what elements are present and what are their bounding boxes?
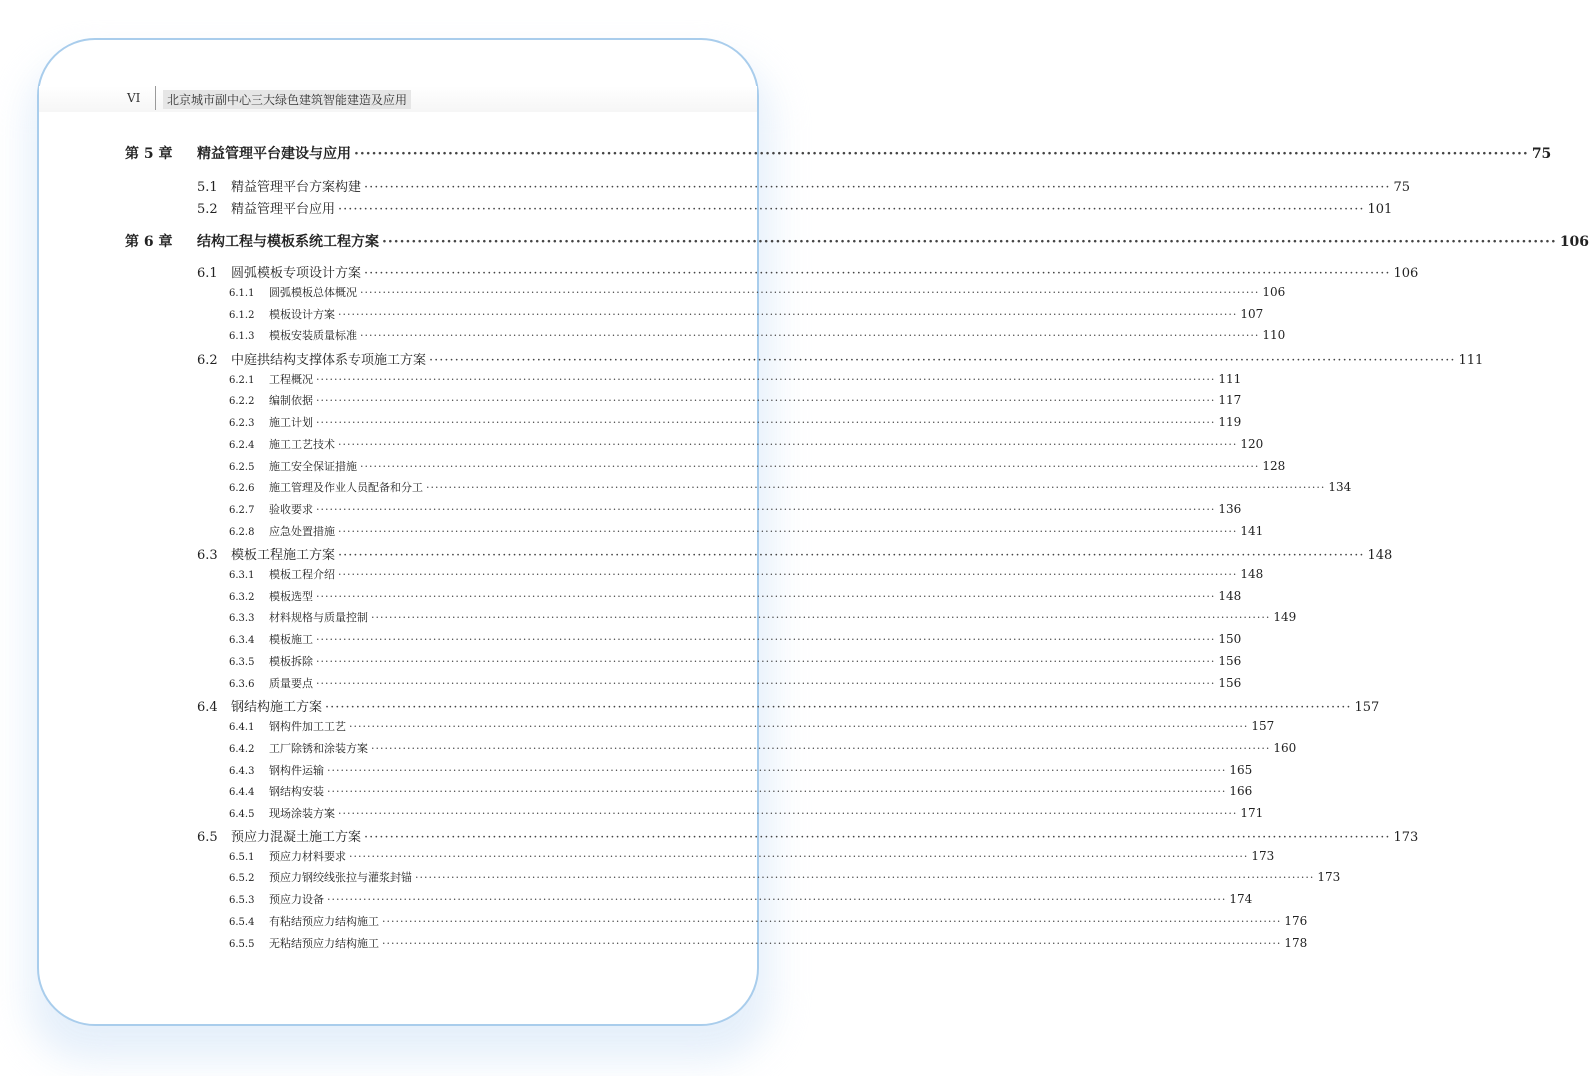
toc-number: 6.3.5 — [229, 657, 255, 668]
toc-page-number: 173 — [1251, 849, 1275, 863]
toc-subsection — [229, 848, 1275, 864]
toc-subsection — [229, 913, 1308, 929]
toc-page-number: 134 — [1328, 480, 1352, 494]
toc-title: 钢构件运输 — [269, 764, 324, 777]
toc-number: 6.2.6 — [229, 483, 255, 494]
toc-page-number: 173 — [1317, 870, 1341, 884]
toc-page-number: 106 — [1393, 266, 1419, 281]
dot-leader: ········································································································································································································ — [349, 850, 1249, 863]
toc-number: 6.3 — [197, 548, 218, 563]
toc-number: 6.1.1 — [229, 288, 255, 299]
toc-title: 质量要点 — [269, 677, 313, 690]
toc-page-number: 166 — [1229, 784, 1253, 798]
toc-number: 6.4.2 — [229, 744, 255, 755]
dot-leader: ········································································································································································································ — [371, 611, 1271, 624]
toc-section — [197, 696, 1380, 715]
toc-number: 6.5.4 — [229, 917, 255, 928]
toc-page-number: 165 — [1229, 763, 1253, 777]
toc-page-number: 120 — [1240, 437, 1264, 451]
dot-leader: ········································································································································································································ — [327, 764, 1227, 777]
toc-subsection — [229, 284, 1286, 300]
toc-number: 6.5.3 — [229, 895, 255, 906]
dot-leader: ········································································································································································································ — [338, 548, 1365, 563]
toc-page-number: 148 — [1218, 589, 1242, 603]
toc-chapter — [125, 231, 1589, 251]
dot-leader: ········································································································································································································ — [364, 266, 1391, 281]
toc-page-number: 106 — [1262, 285, 1286, 299]
toc-number: 6.1.2 — [229, 310, 255, 321]
toc-title: 中庭拱结构支撑体系专项施工方案 — [231, 353, 427, 368]
toc-title: 精益管理平台建设与应用 — [197, 146, 351, 162]
toc-title: 施工安全保证措施 — [269, 460, 357, 473]
toc-subsection — [229, 523, 1264, 539]
toc-subsection — [229, 762, 1253, 778]
toc-number: 5.1 — [197, 180, 218, 195]
toc-number: 6.1 — [197, 266, 218, 281]
dot-leader: ········································································································································································································ — [338, 525, 1238, 538]
toc-subsection — [229, 805, 1264, 821]
dot-leader: ········································································································································································································ — [325, 700, 1352, 715]
toc-number: 6.3.1 — [229, 570, 255, 581]
toc-page-number: 148 — [1367, 548, 1393, 563]
toc-page-number: 178 — [1284, 936, 1308, 950]
dot-leader: ········································································································································································································ — [316, 373, 1216, 386]
toc-page-number: 157 — [1354, 700, 1380, 715]
toc-number: 6.2 — [197, 353, 218, 368]
toc-title: 预应力混凝土施工方案 — [231, 830, 362, 845]
toc-number: 6.4.3 — [229, 766, 255, 777]
toc-number: 第 5 章 — [125, 146, 173, 162]
toc-title: 施工管理及作业人员配备和分工 — [269, 481, 423, 494]
toc-number: 6.2.5 — [229, 462, 255, 473]
toc-number: 6.3.2 — [229, 592, 255, 603]
toc-title: 施工计划 — [269, 416, 313, 429]
dot-leader: ········································································································································································································ — [316, 633, 1216, 646]
toc-subsection — [229, 675, 1242, 691]
toc-subsection — [229, 935, 1308, 951]
book-title: 北京城市副中心三大绿色建筑智能建造及应用 — [163, 90, 411, 109]
toc-title: 预应力设备 — [269, 893, 324, 906]
dot-leader: ········································································································································································································ — [360, 286, 1260, 299]
toc-page-number: 176 — [1284, 914, 1308, 928]
toc-chapter — [125, 143, 1552, 163]
toc-page-number: 149 — [1273, 610, 1297, 624]
toc-title: 预应力材料要求 — [269, 850, 346, 863]
toc-subsection — [229, 566, 1264, 582]
toc-number: 6.3.3 — [229, 613, 255, 624]
toc-subsection — [229, 869, 1341, 885]
dot-leader: ········································································································································································································ — [349, 720, 1249, 733]
toc-number: 6.4.1 — [229, 722, 255, 733]
dot-leader: ········································································································································································································ — [382, 915, 1282, 928]
toc-title: 模板工程施工方案 — [231, 548, 336, 563]
page-number: VI — [127, 91, 141, 105]
toc-page-number: 141 — [1240, 524, 1264, 538]
toc-page-number: 157 — [1251, 719, 1275, 733]
toc-number: 6.5.1 — [229, 852, 255, 863]
toc-title: 模板工程介绍 — [269, 568, 335, 581]
toc-page-number: 111 — [1458, 353, 1484, 368]
dot-leader: ········································································································································································································ — [364, 830, 1391, 845]
toc-subsection — [229, 783, 1253, 799]
toc-subsection — [229, 891, 1253, 907]
toc-subsection — [229, 392, 1242, 408]
toc-page-number: 171 — [1240, 806, 1264, 820]
toc-page-number: 110 — [1262, 328, 1286, 342]
toc-page-number: 111 — [1218, 372, 1242, 386]
toc-subsection — [229, 371, 1242, 387]
toc-number: 6.2.8 — [229, 527, 255, 538]
toc-page-number: 117 — [1218, 393, 1242, 407]
dot-leader: ········································································································································································································ — [364, 180, 1391, 195]
toc-title: 圆弧模板专项设计方案 — [231, 266, 362, 281]
toc-subsection — [229, 653, 1242, 669]
toc-number: 5.2 — [197, 202, 218, 217]
toc-section — [197, 262, 1419, 281]
toc-page-number: 150 — [1218, 632, 1242, 646]
dot-leader: ········································································································································································································ — [426, 481, 1326, 494]
dot-leader: ········································································································································································································ — [429, 353, 1456, 368]
toc-title: 圆弧模板总体概况 — [269, 286, 357, 299]
toc-number: 6.2.1 — [229, 375, 255, 386]
toc-title: 模板设计方案 — [269, 308, 335, 321]
toc-subsection — [229, 740, 1297, 756]
dot-leader: ········································································································································································································ — [316, 677, 1216, 690]
toc-number: 6.3.4 — [229, 635, 255, 646]
toc-subsection — [229, 479, 1352, 495]
dot-leader: ········································································································································································································ — [360, 329, 1260, 342]
toc-number: 6.2.3 — [229, 418, 255, 429]
dot-leader: ········································································································································································································ — [338, 438, 1238, 451]
toc-title: 钢构件加工工艺 — [269, 720, 346, 733]
toc-subsection — [229, 631, 1242, 647]
toc-number: 6.1.3 — [229, 331, 255, 342]
toc-subsection — [229, 306, 1264, 322]
dot-leader: ········································································································································································································ — [382, 937, 1282, 950]
toc-number: 6.2.4 — [229, 440, 255, 451]
dot-leader: ········································································································································································································ — [382, 234, 1557, 250]
toc-number: 6.4 — [197, 700, 218, 715]
dot-leader: ········································································································································································································ — [338, 807, 1238, 820]
toc-page-number: 148 — [1240, 567, 1264, 581]
dot-leader: ········································································································································································································ — [354, 146, 1529, 162]
toc-number: 6.2.7 — [229, 505, 255, 516]
toc-page-number: 75 — [1531, 146, 1552, 162]
dot-leader: ········································································································································································································ — [316, 655, 1216, 668]
header-divider — [155, 86, 156, 110]
dot-leader: ········································································································································································································ — [316, 416, 1216, 429]
toc-subsection — [229, 436, 1264, 452]
toc-page-number: 75 — [1393, 180, 1411, 195]
toc-title: 材料规格与质量控制 — [269, 611, 368, 624]
toc-title: 施工工艺技术 — [269, 438, 335, 451]
toc-title: 模板施工 — [269, 633, 313, 646]
toc-title: 模板选型 — [269, 590, 313, 603]
toc-title: 钢结构安装 — [269, 785, 324, 798]
dot-leader: ········································································································································································································ — [338, 568, 1238, 581]
toc-title: 模板安装质量标准 — [269, 329, 357, 342]
toc-number: 6.4.4 — [229, 787, 255, 798]
toc-section — [197, 198, 1393, 217]
toc-number: 6.5 — [197, 830, 218, 845]
toc-section — [197, 176, 1411, 195]
toc-title: 结构工程与模板系统工程方案 — [197, 234, 379, 250]
toc-title: 应急处置措施 — [269, 525, 335, 538]
running-header — [39, 86, 757, 112]
dot-leader: ········································································································································································································ — [316, 590, 1216, 603]
toc-page-number: 119 — [1218, 415, 1242, 429]
toc-page-number: 156 — [1218, 654, 1242, 668]
toc-title: 工厂除锈和涂装方案 — [269, 742, 368, 755]
toc-subsection — [229, 414, 1242, 430]
dot-leader: ········································································································································································································ — [327, 785, 1227, 798]
dot-leader: ········································································································································································································ — [316, 394, 1216, 407]
toc-number: 6.2.2 — [229, 396, 255, 407]
dot-leader: ········································································································································································································ — [360, 460, 1260, 473]
toc-section — [197, 349, 1484, 368]
dot-leader: ········································································································································································································ — [327, 893, 1227, 906]
toc-number: 第 6 章 — [125, 234, 173, 250]
toc-section — [197, 826, 1419, 845]
toc-title: 精益管理平台方案构建 — [231, 180, 362, 195]
toc-page-number: 106 — [1559, 234, 1589, 250]
dot-leader: ········································································································································································································ — [338, 202, 1365, 217]
toc-title: 模板拆除 — [269, 655, 313, 668]
toc-title: 精益管理平台应用 — [231, 202, 336, 217]
toc-page-number: 107 — [1240, 307, 1264, 321]
document-page — [37, 38, 1589, 1026]
toc-page-number: 160 — [1273, 741, 1297, 755]
toc-subsection — [229, 588, 1242, 604]
toc-page-number: 128 — [1262, 459, 1286, 473]
dot-leader: ········································································································································································································ — [371, 742, 1271, 755]
toc-number: 6.5.2 — [229, 873, 255, 884]
toc-number: 6.3.6 — [229, 679, 255, 690]
toc-title: 钢结构施工方案 — [231, 700, 323, 715]
dot-leader: ········································································································································································································ — [316, 503, 1216, 516]
toc-title: 预应力钢绞线张拉与灌浆封锚 — [269, 871, 412, 884]
dot-leader: ········································································································································································································ — [338, 308, 1238, 321]
toc-title: 验收要求 — [269, 503, 313, 516]
toc-page-number: 101 — [1367, 202, 1393, 217]
toc-subsection — [229, 458, 1286, 474]
dot-leader: ········································································································································································································ — [415, 871, 1315, 884]
toc-page-number: 173 — [1393, 830, 1419, 845]
toc-title: 编制依据 — [269, 394, 313, 407]
toc-number: 6.5.5 — [229, 939, 255, 950]
toc-title: 有粘结预应力结构施工 — [269, 915, 379, 928]
toc-subsection — [229, 609, 1297, 625]
toc-page-number: 136 — [1218, 502, 1242, 516]
toc-page-number: 174 — [1229, 892, 1253, 906]
toc-number: 6.4.5 — [229, 809, 255, 820]
toc-subsection — [229, 718, 1275, 734]
toc-page-number: 156 — [1218, 676, 1242, 690]
toc-section — [197, 544, 1393, 563]
toc-title: 无粘结预应力结构施工 — [269, 937, 379, 950]
toc-subsection — [229, 501, 1242, 517]
toc-title: 工程概况 — [269, 373, 313, 386]
toc-subsection — [229, 327, 1286, 343]
toc-title: 现场涂装方案 — [269, 807, 335, 820]
